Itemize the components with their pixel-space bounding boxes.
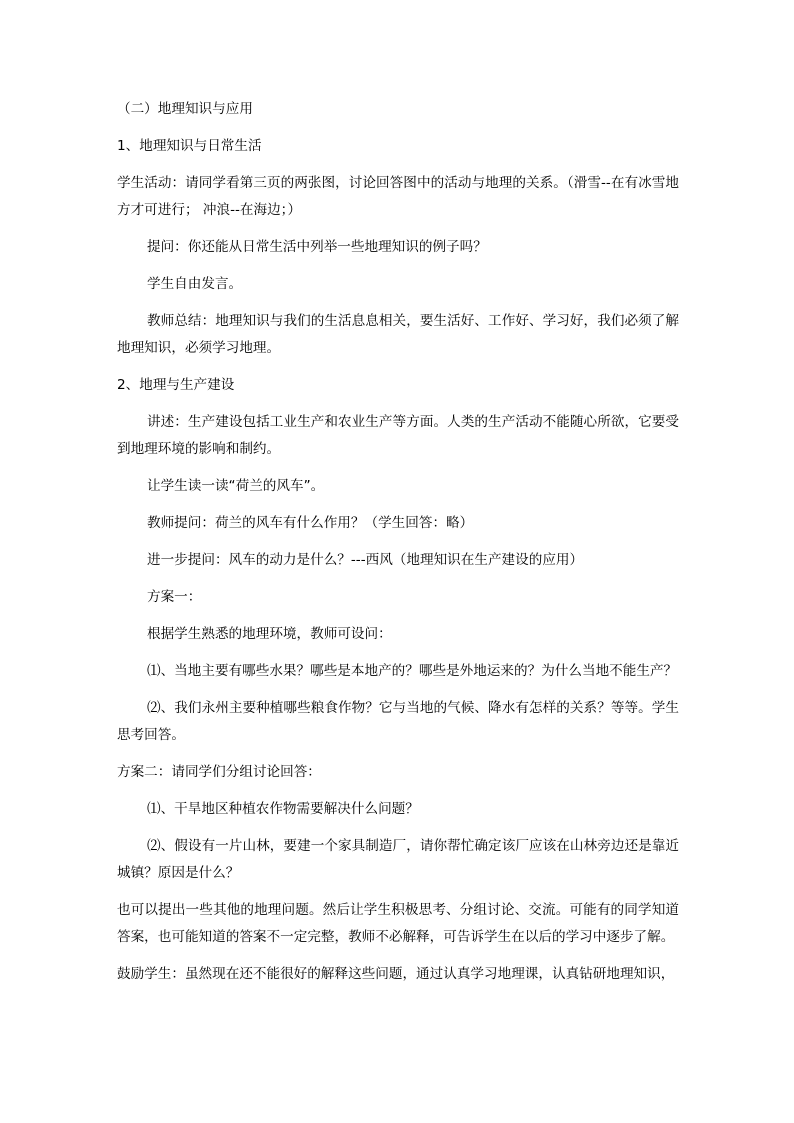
list-item: ⑵、我们永州主要种植哪些粮食作物？它与当地的气候、降水有怎样的关系？等等。学生思考回答。: [117, 700, 679, 743]
paragraph: 教师总结：地理知识与我们的生活息息相关，要生活好、工作好、学习好，我们必须了解地理知识，必须学习地理。: [117, 313, 679, 356]
paragraph: 鼓励学生：虽然现在还不能很好的解释这些问题，通过认真学习地理课，认真钻研地理知识，: [117, 966, 675, 982]
paragraph: 也可以提出一些其他的地理问题。然后让学生积极思考、分组讨论、交流。可能有的同学知道答案，也可能知道的答案不一定完整，教师不必解释，可告诉学生在以后的学习中逐步了解。: [117, 902, 679, 945]
subsection-heading: 1、地理知识与日常生活: [117, 138, 262, 154]
subsection-heading: 2、地理与生产建设: [117, 377, 235, 393]
paragraph: 根据学生熟悉的地理环境，教师可设问：: [147, 626, 392, 642]
paragraph: 教师提问：荷兰的风车有什么作用？（学生回答：略）: [147, 515, 474, 531]
section-heading: （二）地理知识与应用: [117, 101, 253, 117]
document-body: [117, 96, 679, 998]
paragraph: 提问：你还能从日常生活中列举一些地理知识的例子吗？: [147, 239, 487, 255]
list-item: ⑵、假设有一片山林，要建一个家具制造厂，请你帮忙确定该厂应该在山林旁边还是靠近城镇？原因是什么？: [117, 838, 679, 881]
paragraph: 学生自由发言。: [147, 276, 243, 292]
paragraph: 让学生读一读“荷兰的风车”。: [147, 478, 325, 494]
list-item: ⑴、当地主要有哪些水果？哪些是本地产的？哪些是外地运来的？为什么当地不能生产？: [147, 663, 678, 679]
paragraph: 学生活动：请同学看第三页的两张图，讨论回答图中的活动与地理的关系。（滑雪--在有冰雪地方才可进行； 冲浪--在海边；）: [117, 175, 679, 218]
list-item: ⑴、干旱地区种植农作物需要解决什么问题？: [147, 801, 419, 817]
paragraph: 方案一：: [147, 589, 202, 605]
paragraph: 讲述：生产建设包括工业生产和农业生产等方面。人类的生产活动不能随心所欲，它要受到地理环境的影响和制约。: [117, 414, 679, 457]
paragraph: 方案二：请同学们分组讨论回答：: [117, 764, 321, 780]
paragraph: 进一步提问：风车的动力是什么？---西风（地理知识在生产建设的应用）: [147, 552, 584, 568]
